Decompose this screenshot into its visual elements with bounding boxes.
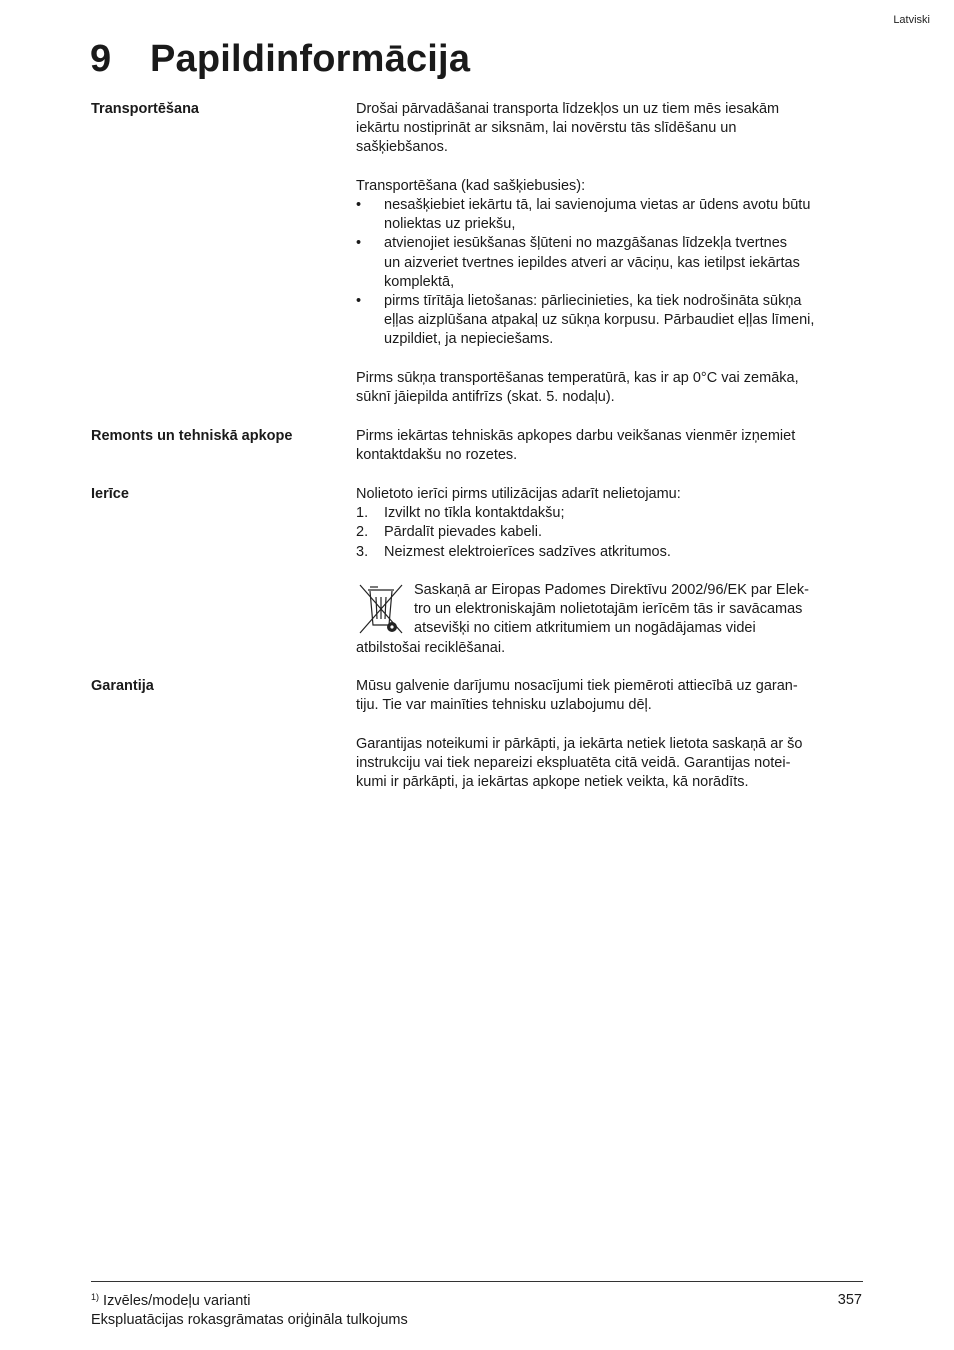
transport-tilted-heading: Transportēšana (kad sašķiebusies): xyxy=(356,177,586,194)
step-text: Izvilkt no tīkla kontaktdakšu; xyxy=(384,505,565,522)
bullet-line: uzpildiet, ja nepieciešams. xyxy=(384,331,554,348)
transport-intro-line: iekārtu nostiprināt ar siksnām, lai novērstu tās slīdēšanu un xyxy=(356,120,737,137)
page-number: 357 xyxy=(837,1292,862,1308)
step-number: 2. xyxy=(356,524,369,541)
footnote-mark: 1) xyxy=(91,1292,100,1302)
chapter-number: 9 xyxy=(90,38,112,80)
section-label-warranty: Garantija xyxy=(91,678,154,694)
bullet-item xyxy=(356,292,866,350)
bullet-line: noliektas uz priekšu, xyxy=(384,216,516,233)
weee-notice xyxy=(356,581,866,658)
warranty-line: kumi ir pārkāpti, ja iekārtas apkope netiek veikta, kā norādīts. xyxy=(356,774,749,790)
weee-line: Saskaņā ar Eiropas Padomes Direktīvu 2002/96/EK par Elek- xyxy=(414,582,809,598)
footer-divider xyxy=(91,1281,863,1282)
section-body-warranty xyxy=(356,677,866,792)
bullet-line: un aizveriet tvertnes iepildes atveri ar vāciņu, kas ietilpst iekārtas xyxy=(384,254,800,271)
bullet-item xyxy=(356,196,866,234)
bullet-line: komplektā, xyxy=(384,273,455,290)
section-label-transport: Transportēšana xyxy=(91,101,199,117)
bullet-marker: • xyxy=(356,197,362,213)
step-number: 1. xyxy=(356,505,369,522)
bullet-item xyxy=(356,234,866,292)
warranty-line: tiju. Tie var mainīties tehnisku uzlabojumu dēļ. xyxy=(356,697,652,714)
section-label-repair: Remonts un tehniskā apkope xyxy=(91,428,293,444)
warranty-line: Garantijas noteikumi ir pārkāpti, ja iekārta netiek lietota saskaņā ar šo xyxy=(356,735,803,752)
warranty-line: instrukciju vai tiek nepareizi ekspluatēta citā veidā. Garantijas notei- xyxy=(356,754,791,771)
footnote-text: Izvēles/modeļu varianti xyxy=(103,1293,251,1309)
numbered-item xyxy=(356,523,866,542)
weee-line: atbilstošai reciklēšanai. xyxy=(356,639,506,656)
bullet-line: pirms tīrītāja lietošanas: pārliecinieties, ka tiek nodrošināta sūkņa xyxy=(384,293,802,310)
transport-intro-line: sašķiebšanos. xyxy=(356,139,448,156)
weee-line: atsevišķi no citiem atkritumiem un nogādājamas videi xyxy=(414,620,756,637)
section-body-device xyxy=(356,485,866,658)
section-body-repair xyxy=(356,427,866,465)
footnote xyxy=(91,1292,251,1309)
step-number: 3. xyxy=(356,543,369,560)
bullet-line: nesašķiebiet iekārtu tā, lai savienojuma vietas ar ūdens avotu būtu xyxy=(384,197,811,213)
section-label-device: Ierīce xyxy=(91,486,129,502)
bullet-line: atvienojiet iesūkšanas šļūteni no mazgāšanas līdzekļa tvertnes xyxy=(384,235,788,252)
section-body-transport xyxy=(356,100,866,407)
bullet-marker: • xyxy=(356,235,362,252)
bullet-line: eļļas aizplūšana atpakaļ uz sūkņa korpusu. Pārbaudiet eļļas līmeni, xyxy=(384,312,815,329)
crossed-out-wheelie-bin-icon xyxy=(356,583,406,635)
bullet-marker: • xyxy=(356,293,362,310)
chapter-title-text: Papildinformācija xyxy=(150,38,471,80)
step-text: Neizmest elektroierīces sadzīves atkritumos. xyxy=(384,543,671,560)
chapter-title xyxy=(90,38,470,81)
repair-line: Pirms iekārtas tehniskās apkopes darbu veikšanas vienmēr izņemiet xyxy=(356,428,796,444)
step-text: Pārdalīt pievades kabeli. xyxy=(384,524,542,541)
weee-line: tro un elektroniskajām nolietotajām ierīcēm tās ir savācamas xyxy=(414,601,803,618)
numbered-item xyxy=(356,543,866,562)
numbered-item xyxy=(356,504,866,523)
warranty-line: Mūsu galvenie darījumu nosacījumi tiek piemēroti attiecībā uz garan- xyxy=(356,678,798,694)
language-label: Latviski xyxy=(893,14,930,26)
device-intro: Nolietoto ierīci pirms utilizācijas adarīt nelietojamu: xyxy=(356,486,681,502)
transport-frost-line: Pirms sūkņa transportēšanas temperatūrā, kas ir ap 0°C vai zemāka, xyxy=(356,369,799,386)
manual-title: Ekspluatācijas rokasgrāmatas oriģināla tulkojums xyxy=(91,1312,408,1328)
repair-line: kontaktdakšu no rozetes. xyxy=(356,447,518,464)
transport-intro-line: Drošai pārvadāšanai transporta līdzekļos un uz tiem mēs iesakām xyxy=(356,101,780,117)
transport-frost-line: sūknī jāiepilda antifrīzs (skat. 5. nodaļu). xyxy=(356,389,615,406)
